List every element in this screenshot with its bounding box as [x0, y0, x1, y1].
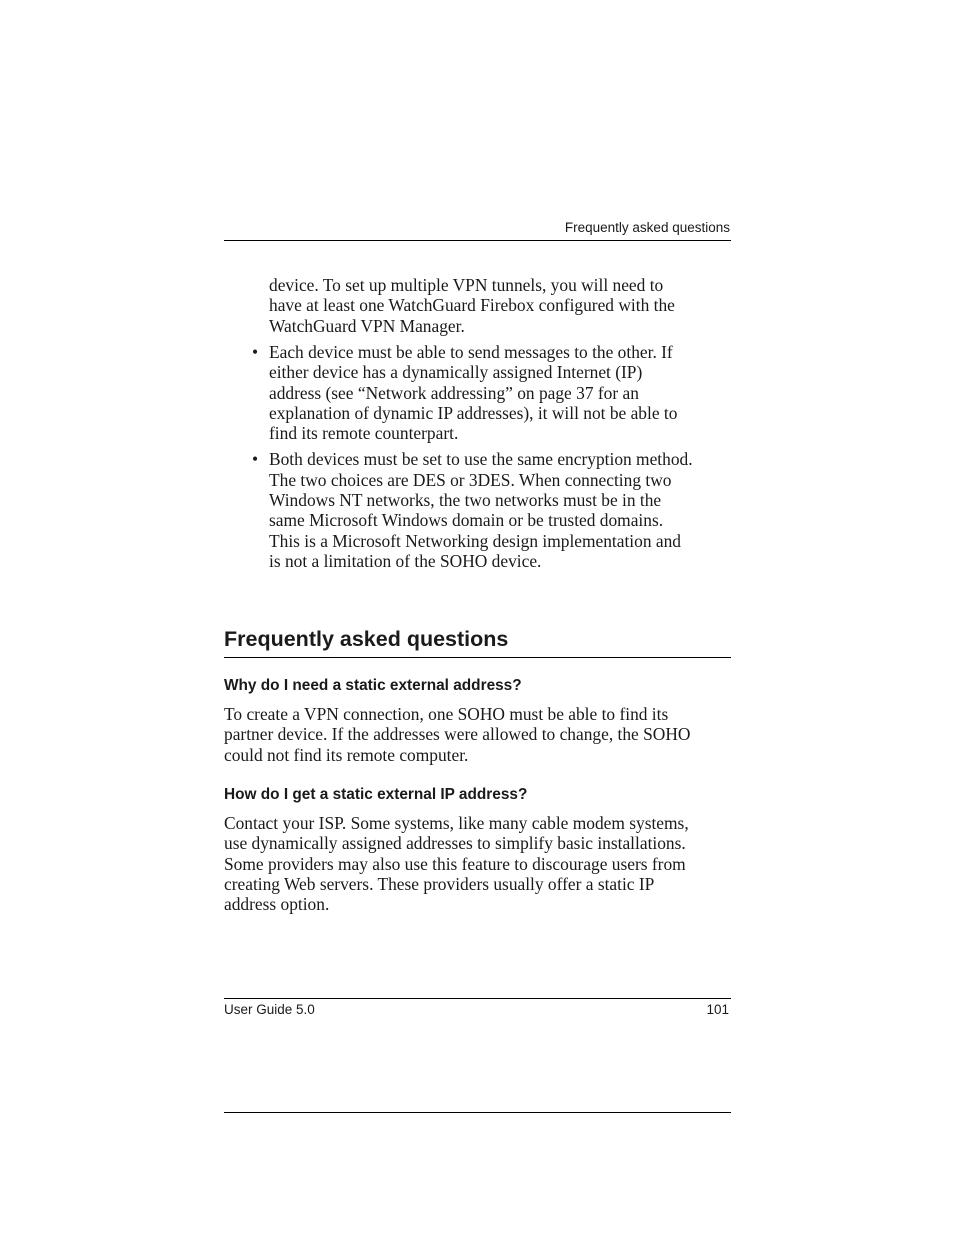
page-bottom-rule: [224, 1112, 731, 1113]
bullet-icon: •: [252, 449, 259, 470]
intro-line: WatchGuard VPN Manager.: [269, 315, 465, 336]
list-item: [252, 449, 731, 571]
page-number: 101: [706, 1002, 729, 1017]
answer-line: Some providers may also use this feature to discourage users from: [224, 853, 686, 874]
faq-answer: [224, 813, 731, 914]
header-rule: [224, 240, 731, 241]
footer-guide-label: User Guide 5.0: [224, 1002, 315, 1017]
intro-line: have at least one WatchGuard Firebox configured with the: [269, 295, 675, 316]
list-item: [252, 342, 731, 443]
answer-line: could not find its remote computer.: [224, 744, 469, 765]
answer-line: To create a VPN connection, one SOHO must be able to find its: [224, 704, 669, 724]
faq-answer: [224, 704, 731, 765]
faq-question: How do I get a static external IP address?: [224, 786, 528, 803]
intro-line: device. To set up multiple VPN tunnels, you will need to: [269, 275, 664, 295]
list-item-line: is not a limitation of the SOHO device.: [269, 550, 542, 571]
list-item-line: This is a Microsoft Networking design implementation and: [269, 530, 681, 551]
answer-line: use dynamically assigned addresses to simplify basic installations.: [224, 833, 686, 854]
answer-line: address option.: [224, 894, 330, 915]
list-item-line: The two choices are DES or 3DES. When connecting two: [269, 469, 672, 490]
bullet-icon: •: [252, 342, 259, 362]
running-header: Frequently asked questions: [564, 220, 730, 235]
list-item-line: find its remote counterpart.: [269, 423, 459, 444]
faq-question: Why do I need a static external address?: [224, 677, 522, 694]
answer-line: Contact your ISP. Some systems, like many cable modem systems,: [224, 813, 689, 833]
list-item-line: Each device must be able to send messages to the other. If: [269, 342, 673, 362]
list-item-line: explanation of dynamic IP addresses), it will not be able to: [269, 402, 678, 423]
list-item-line: Both devices must be set to use the same encryption method.: [269, 449, 693, 470]
section-heading-rule: [224, 657, 731, 658]
answer-line: creating Web servers. These providers usually offer a static IP: [224, 873, 655, 894]
intro-paragraph: [269, 275, 731, 336]
list-item-line: same Microsoft Windows domain or be trusted domains.: [269, 510, 664, 531]
list-item-line: either device has a dynamically assigned Internet (IP): [269, 362, 643, 383]
answer-line: partner device. If the addresses were allowed to change, the SOHO: [224, 724, 691, 745]
list-item-line: Windows NT networks, the two networks must be in the: [269, 490, 662, 511]
list-item-line: address (see “Network addressing” on page 37 for an: [269, 382, 639, 403]
footer-rule: [224, 998, 731, 999]
requirements-list: [252, 342, 731, 577]
section-heading: Frequently asked questions: [224, 627, 509, 651]
